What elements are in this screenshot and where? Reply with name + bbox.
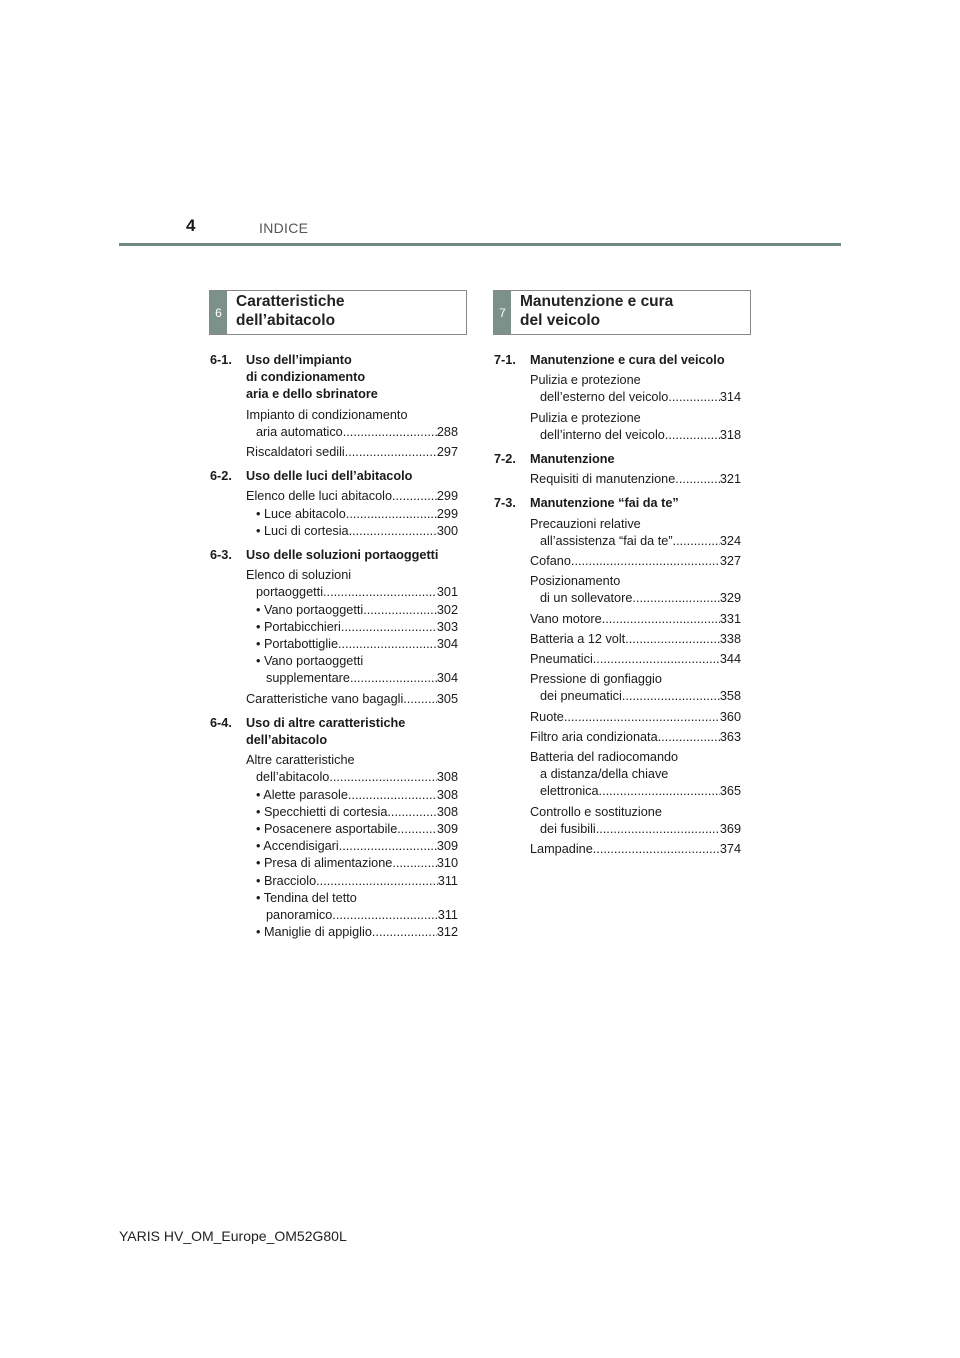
page-number-ref[interactable]: 324 <box>719 533 741 548</box>
toc-subentry-line <box>256 670 458 687</box>
page-number-ref[interactable]: 365 <box>719 784 741 799</box>
section-title-line: Uso dell’impianto <box>246 353 352 367</box>
section-heading[interactable] <box>494 352 741 369</box>
leader-dots <box>363 602 437 619</box>
toc-subentry[interactable] <box>246 804 458 821</box>
toc-entry-line <box>530 471 741 488</box>
page-title: INDICE <box>259 220 309 236</box>
chapter-6-title <box>227 291 345 334</box>
toc-entry-line <box>246 444 458 461</box>
toc-entry-line <box>246 424 458 441</box>
chapter-7-title-line: del veicolo <box>520 312 601 329</box>
toc-entry-text: Batteria a 12 volt <box>530 631 626 646</box>
page-number-ref[interactable]: 318 <box>719 427 741 442</box>
page-number-ref[interactable]: 288 <box>436 424 458 439</box>
page-number-ref[interactable]: 308 <box>436 804 458 819</box>
toc-entry-line <box>530 533 741 550</box>
page-number-ref[interactable]: 338 <box>719 631 741 646</box>
toc-entry[interactable] <box>494 749 741 801</box>
toc-entry-text: Vano motore <box>530 611 602 626</box>
leader-dots <box>673 533 720 550</box>
toc-entry[interactable] <box>210 567 458 687</box>
leader-dots <box>348 787 437 804</box>
section-number: 6-3. <box>210 548 232 563</box>
page-number-ref[interactable]: 344 <box>719 652 741 667</box>
toc-subentry[interactable] <box>246 838 458 855</box>
section-title-line: Uso di altre caratteristiche <box>246 715 406 730</box>
section-number: 6-4. <box>210 715 232 730</box>
toc-entry-line <box>530 590 741 607</box>
toc-column-chapter-6 <box>210 352 458 942</box>
leader-dots <box>350 670 437 687</box>
toc-entry[interactable] <box>210 407 458 441</box>
leader-dots <box>397 821 437 838</box>
page-number-ref[interactable]: 311 <box>437 873 458 888</box>
toc-entry-text: Batteria del radiocomando <box>530 750 679 765</box>
document-footer: YARIS HV_OM_Europe_OM52G80L <box>119 1228 347 1244</box>
toc-subentry-line <box>256 838 458 855</box>
section-title-line: Uso delle soluzioni portaoggetti <box>246 548 439 563</box>
leader-dots <box>596 821 720 838</box>
toc-entry-line <box>530 427 741 444</box>
section-title-line: Uso delle luci dell’abitacolo <box>246 469 413 484</box>
toc-subentry-text: • Portabicchieri <box>256 619 341 634</box>
section-heading[interactable] <box>210 715 458 749</box>
section-number: 6-1. <box>210 353 232 367</box>
toc-entry-text: Filtro aria condizionata <box>530 729 658 744</box>
toc-entry-line <box>530 709 741 726</box>
toc-entry-text: dei pneumatici <box>540 689 622 704</box>
leader-dots <box>593 651 720 668</box>
toc-subentry-text: • Vano portaoggetti <box>256 602 364 617</box>
toc-entry-text: Elenco di soluzioni <box>246 568 352 583</box>
leader-dots <box>571 553 720 570</box>
page-number-ref[interactable]: 300 <box>436 523 458 538</box>
leader-dots <box>346 506 437 523</box>
page-number-ref[interactable]: 308 <box>436 770 458 785</box>
toc-subentry-text: supplementare <box>266 671 350 686</box>
toc-entry-text: dell’abitacolo <box>256 770 330 785</box>
toc-subentry-line <box>256 602 458 619</box>
toc-entry-line <box>246 769 458 786</box>
toc-subentry[interactable] <box>246 653 458 687</box>
toc-subentry[interactable] <box>246 890 458 924</box>
toc-entry-text: di un sollevatore <box>540 591 633 606</box>
leader-dots <box>665 427 720 444</box>
toc-entry-text: Elenco delle luci abitacolo <box>246 489 392 504</box>
page-number-ref[interactable]: 308 <box>436 787 458 802</box>
toc-entry-text: Caratteristiche vano bagagli <box>246 691 404 706</box>
section-number: 6-2. <box>210 469 232 484</box>
toc-subentry[interactable] <box>246 873 458 890</box>
page-number-ref[interactable]: 363 <box>719 729 741 744</box>
toc-entry-line <box>530 389 741 406</box>
toc-entry-line <box>246 488 458 505</box>
leader-dots <box>675 471 720 488</box>
leader-dots <box>632 590 719 607</box>
page-number-ref[interactable]: 299 <box>436 489 458 504</box>
toc-subentry-line <box>256 619 458 636</box>
toc-entry[interactable] <box>210 488 458 540</box>
toc-entry[interactable] <box>494 671 741 705</box>
toc-entry[interactable] <box>210 444 458 461</box>
toc-subentry-line <box>256 924 458 941</box>
toc-subentry-text: • Alette parasole <box>256 787 348 802</box>
leader-dots <box>668 389 719 406</box>
leader-dots <box>332 907 437 924</box>
section-heading[interactable] <box>210 547 458 564</box>
page-number-ref[interactable]: 321 <box>719 472 741 487</box>
leader-dots <box>602 611 720 628</box>
toc-entry[interactable] <box>494 410 741 444</box>
toc-subentry[interactable] <box>246 821 458 838</box>
page-number-ref[interactable]: 310 <box>436 856 458 871</box>
toc-subentry-text: • Vano portaoggetti <box>256 654 364 669</box>
toc-entry[interactable] <box>494 611 741 628</box>
leader-dots <box>564 709 720 726</box>
toc-entry[interactable] <box>494 729 741 746</box>
toc-subentry[interactable] <box>246 787 458 804</box>
section-title-line: di condizionamento <box>246 370 366 385</box>
toc-subentry-line <box>256 873 458 890</box>
chapter-6-tab: 6 <box>210 291 227 334</box>
toc-entry-line <box>530 729 741 746</box>
leader-dots <box>658 729 720 746</box>
page-number-ref[interactable]: 311 <box>437 908 458 923</box>
leader-dots <box>343 424 437 441</box>
page-number-ref[interactable]: 303 <box>436 619 458 634</box>
toc-entry-text: Precauzioni relative <box>530 516 641 531</box>
chapter-7-title <box>511 291 673 334</box>
toc-entry[interactable] <box>494 651 741 668</box>
section-title-line: Manutenzione “fai da te” <box>530 496 679 511</box>
toc-subentry[interactable] <box>246 602 458 619</box>
section-heading[interactable] <box>210 352 458 404</box>
toc-entry-line <box>530 651 741 668</box>
toc-entry-text: Pulizia e protezione <box>530 410 641 425</box>
chapter-7-tab: 7 <box>494 291 511 334</box>
toc-entry-line <box>530 821 741 838</box>
leader-dots <box>392 855 437 872</box>
leader-dots <box>345 444 437 461</box>
toc-subentry-line <box>256 787 458 804</box>
page-number-ref[interactable]: 312 <box>436 925 458 940</box>
toc-entry-line <box>530 841 741 858</box>
toc-entry-text: all’assistenza “fai da te” <box>540 533 673 548</box>
toc-subentry-text: • Specchietti di cortesia <box>256 804 388 819</box>
toc-entry-text: a distanza/della chiave <box>540 767 669 782</box>
toc-subentry-text: • Accendisigari <box>256 839 339 854</box>
toc-entry-text: elettronica <box>540 784 599 799</box>
toc-subentry[interactable] <box>246 619 458 636</box>
section-title-line: Manutenzione e cura del veicolo <box>530 353 725 367</box>
toc-entry-text: Posizionamento <box>530 574 621 589</box>
toc-entry-line <box>530 631 741 648</box>
page-number-ref[interactable]: 309 <box>436 839 458 854</box>
page-number-ref[interactable]: 302 <box>436 602 458 617</box>
toc-entry-line <box>246 691 458 708</box>
page-number-ref[interactable]: 329 <box>719 591 741 606</box>
leader-dots <box>338 636 437 653</box>
toc-subentry-text: • Maniglie di appiglio <box>256 925 372 940</box>
page-number-ref[interactable]: 331 <box>719 611 741 626</box>
page-number-ref[interactable]: 309 <box>436 822 458 837</box>
toc-subentry-text: panoramico <box>266 908 333 923</box>
section-heading[interactable] <box>494 495 741 512</box>
chapter-6-title-line: Caratteristiche <box>236 293 345 310</box>
leader-dots <box>323 584 437 601</box>
leader-dots <box>339 838 437 855</box>
toc-entry-line <box>530 553 741 570</box>
page-number-ref[interactable]: 305 <box>436 691 458 706</box>
toc-entry-text: Pressione di gonfiaggio <box>530 672 662 687</box>
page-number-ref[interactable]: 304 <box>436 671 458 686</box>
toc-subentry-text: • Bracciolo <box>256 873 317 888</box>
toc-entry-text: Ruote <box>530 709 564 724</box>
toc-subentry-text: • Presa di alimentazione <box>256 856 393 871</box>
page-number-ref[interactable]: 358 <box>719 689 741 704</box>
toc-entry-text: Controllo e sostituzione <box>530 804 662 819</box>
leader-dots <box>316 873 438 890</box>
toc-entry-line <box>530 611 741 628</box>
page-number: 4 <box>186 216 196 235</box>
toc-entry-text: Pulizia e protezione <box>530 373 641 388</box>
toc-entry-line <box>246 584 458 601</box>
toc-subentry[interactable] <box>246 924 458 941</box>
toc-entry[interactable] <box>494 841 741 858</box>
toc-subentry-line <box>256 636 458 653</box>
chapter-7-box <box>493 290 751 335</box>
toc-entry[interactable] <box>210 691 458 708</box>
page-number-ref[interactable]: 314 <box>719 390 741 405</box>
toc-subentry[interactable] <box>246 523 458 540</box>
leader-dots <box>341 619 437 636</box>
page-number-ref[interactable]: 327 <box>719 554 741 569</box>
section-heading[interactable] <box>494 451 741 468</box>
toc-entry-text: aria automatico <box>256 424 343 439</box>
leader-dots <box>593 841 720 858</box>
page-number-ref[interactable]: 360 <box>719 709 741 724</box>
toc-subentry-text: • Tendina del tetto <box>256 890 357 905</box>
toc-entry[interactable] <box>494 573 741 607</box>
toc-entry[interactable] <box>494 516 741 550</box>
toc-entry[interactable] <box>210 752 458 941</box>
page-number-ref[interactable]: 299 <box>436 506 458 521</box>
leader-dots <box>372 924 437 941</box>
section-number: 7-1. <box>494 353 516 367</box>
leader-dots <box>622 688 720 705</box>
page-number-ref[interactable]: 297 <box>436 445 458 460</box>
toc-entry-text: Lampadine <box>530 842 593 857</box>
toc-entry-text: Pneumatici <box>530 652 593 667</box>
leader-dots <box>625 631 720 648</box>
toc-entry-line <box>530 688 741 705</box>
toc-entry[interactable] <box>494 804 741 838</box>
toc-entry[interactable] <box>494 553 741 570</box>
leader-dots <box>387 804 436 821</box>
page-number-ref[interactable]: 301 <box>436 585 458 600</box>
header-rule <box>119 243 841 246</box>
leader-dots <box>329 769 436 786</box>
toc-entry-line <box>530 783 741 800</box>
section-title-line: Manutenzione <box>530 452 615 467</box>
section-title-line: dell’abitacolo <box>246 733 328 748</box>
toc-column-chapter-7 <box>494 352 741 858</box>
toc-subentry-text: • Luce abitacolo <box>256 506 346 521</box>
section-number: 7-2. <box>494 452 516 467</box>
leader-dots <box>403 691 437 708</box>
leader-dots <box>392 488 437 505</box>
toc-subentry[interactable] <box>246 506 458 523</box>
section-heading[interactable] <box>210 468 458 485</box>
toc-subentry[interactable] <box>246 855 458 872</box>
chapter-6-box <box>209 290 467 335</box>
toc-entry-text: Cofano <box>530 554 571 569</box>
toc-subentry-line <box>256 855 458 872</box>
section-title-line: aria e dello sbrinatore <box>246 387 378 402</box>
toc-entry-text: portaoggetti <box>256 585 324 600</box>
toc-entry[interactable] <box>494 372 741 406</box>
toc-entry[interactable] <box>494 471 741 488</box>
toc-entry-text: Altre caratteristiche <box>246 753 355 768</box>
toc-subentry-line <box>256 523 458 540</box>
toc-entry-text: dell’esterno del veicolo <box>540 390 669 405</box>
page-number-ref[interactable]: 304 <box>436 637 458 652</box>
page-number-ref[interactable]: 369 <box>719 821 741 836</box>
toc-entry-text: Riscaldatori sedili <box>246 445 345 460</box>
toc-subentry[interactable] <box>246 636 458 653</box>
chapter-6-title-line: dell’abitacolo <box>236 312 336 329</box>
toc-entry-text: Impianto di condizionamento <box>246 407 408 422</box>
toc-subentry-text: • Portabottiglie <box>256 637 339 652</box>
toc-entry-text: dell’interno del veicolo <box>540 427 665 442</box>
leader-dots <box>349 523 437 540</box>
toc-entry-text: Requisiti di manutenzione <box>530 472 676 487</box>
toc-subentry-line <box>256 506 458 523</box>
page-number-ref[interactable]: 374 <box>719 842 741 857</box>
section-number: 7-3. <box>494 496 516 511</box>
toc-subentry-line <box>256 821 458 838</box>
toc-subentry-line <box>256 804 458 821</box>
toc-subentry-text: • Luci di cortesia <box>256 523 349 538</box>
toc-subentry-text: • Posacenere asportabile <box>256 822 398 837</box>
chapter-7-title-line: Manutenzione e cura <box>520 293 674 310</box>
leader-dots <box>599 783 720 800</box>
toc-entry[interactable] <box>494 631 741 648</box>
toc-entry-text: dei fusibili <box>540 821 596 836</box>
toc-subentry-line <box>256 907 458 924</box>
toc-entry[interactable] <box>494 709 741 726</box>
